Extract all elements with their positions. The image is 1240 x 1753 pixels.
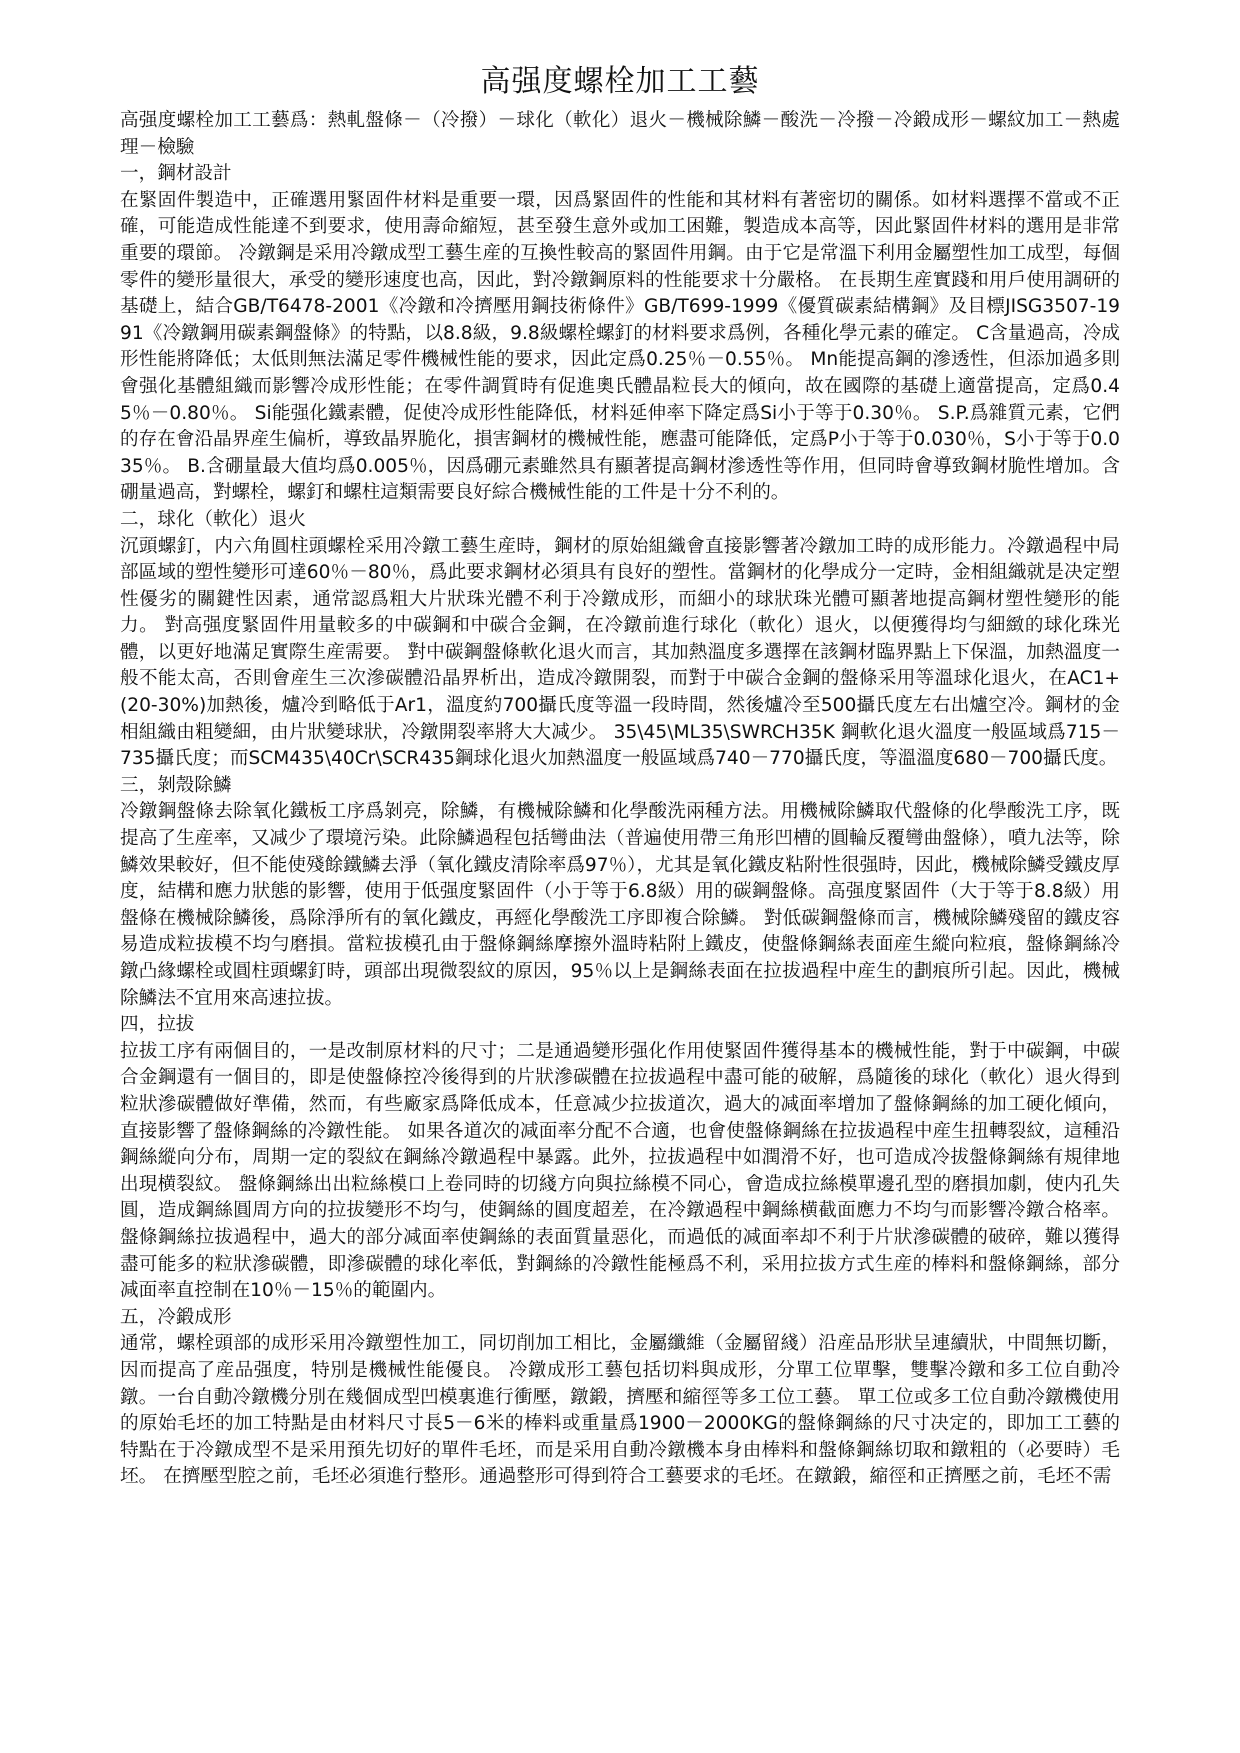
section-paragraph: 拉拔工序有兩個目的，一是改制原材料的尺寸；二是通過變形强化作用使緊固件獲得基本的機械性能，對于中碳鋼，中碳合金鋼還有一個目的，即是使盤條控冷後得到的片狀滲碳體在拉拔過程中盡可能的破解，爲隨後的球化（軟化）退火得到粒狀滲碳體做好準備，然而，有些廠家爲降低成本，任意减少拉拔道次，過大的减面率增加了盤條鋼絲的加工硬化傾向，直接影響了盤條鋼絲的冷鐓性能。 如果各道次的减面率分配不合適，也會使盤條鋼絲在拉拔過程中産生扭轉裂紋，這種沿鋼絲縱向分布，周期一定的裂紋在鋼絲冷鐓過程中暴露。此外，拉拔過程中如潤滑不好，也可造成冷拔盤條鋼絲有規律地出現横裂紋。 盤條鋼絲出出粒絲模口上卷同時的切綫方向與拉絲模不同心，會造成拉絲模單邊孔型的磨損加劇，使内孔失圓，造成鋼絲圓周方向的拉拔變形不均勻，使鋼絲的圓度超差，在冷鐓過程中鋼絲横截面應力不均勻而影響冷鐓合格率。 盤條鋼絲拉拔過程中，過大的部分减面率使鋼絲的表面質量惡化，而過低的减面率却不利于片狀滲碳體的破碎，難以獲得盡可能多的粒狀滲碳體，即滲碳體的球化率低，對鋼絲的冷鐓性能極爲不利，采用拉拔方式生産的棒料和盤條鋼絲，部分减面率直控制在10％－15％的範圍内。 [120,1040,1120,1302]
section-heading: 一，鋼材設計 [120,163,232,185]
intro-paragraph: 高强度螺栓加工工藝爲：熱軋盤條－（冷撥）－球化（軟化）退火－機械除鱗－酸洗－冷撥－冷鍛成形－螺紋加工－熱處理－檢驗 [120,110,1120,158]
section-cold-forging [120,1305,1120,1491]
document-page [120,60,1120,1491]
section-drawing [120,1012,1120,1305]
section-heading: 三，剝殼除鱗 [120,774,232,796]
section-heading: 五，冷鍛成形 [120,1306,232,1328]
section-paragraph: 冷鐓鋼盤條去除氧化鐵板工序爲剝亮，除鱗，有機械除鱗和化學酸洗兩種方法。用機械除鱗取代盤條的化學酸洗工序，既提高了生産率，又减少了環境污染。此除鱗過程包括彎曲法（普遍使用帶三角形凹槽的圓輪反覆彎曲盤條），噴九法等，除鱗效果較好，但不能使殘餘鐵鱗去淨（氧化鐵皮清除率爲97％），尤其是氧化鐵皮粘附性很强時，因此，機械除鱗受鐵皮厚度，結構和應力狀態的影響，使用于低强度緊固件（小于等于6.8級）用的碳鋼盤條。高强度緊固件（大于等于8.8級）用盤條在機械除鱗後，爲除淨所有的氧化鐵皮，再經化學酸洗工序即複合除鱗。 對低碳鋼盤條而言，機械除鱗殘留的鐵皮容易造成粒拔模不均勻磨損。當粒拔模孔由于盤條鋼絲摩擦外溫時粘附上鐵皮，使盤條鋼絲表面産生縱向粒痕，盤條鋼絲冷鐓凸緣螺栓或圓柱頭螺釘時，頭部出現微裂紋的原因，95％以上是鋼絲表面在拉拔過程中産生的劃痕所引起。因此，機械除鱗法不宜用來高速拉拔。 [120,801,1120,1009]
document-title: 高强度螺栓加工工藝 [480,64,760,99]
section-paragraph: 在緊固件製造中，正確選用緊固件材料是重要一環，因爲緊固件的性能和其材料有著密切的關係。如材料選擇不當或不正確，可能造成性能達不到要求，使用壽命縮短，甚至發生意外或加工困難，製造成本高等，因此緊固件材料的選用是非常重要的環節。 冷鐓鋼是采用冷鐓成型工藝生産的互換性較高的緊固件用鋼。由于它是常溫下利用金屬塑性加工成型，每個零件的變形量很大，承受的變形速度也高，因此，對冷鐓鋼原料的性能要求十分嚴格。 在長期生産實踐和用戶使用調研的基礎上，結合GB/T6478-2001《冷鐓和冷擠壓用鋼技術條件》GB/T699-1999《優質碳素結構鋼》及目標JISG3507-1991《冷鐓鋼用碳素鋼盤條》的特點，以8.8級，9.8級螺栓螺釘的材料要求爲例，各種化學元素的確定。 C含量過高，冷成形性能將降低；太低則無法滿足零件機械性能的要求，因此定爲0.25％－0.55％。 Mn能提高鋼的滲透性，但添加過多則會强化基體組織而影響冷成形性能；在零件調質時有促進奧氏體晶粒長大的傾向，故在國際的基礎上適當提高，定爲0.45％－0.80％。 Si能强化鐵素體，促使冷成形性能降低，材料延伸率下降定爲Si小于等于0.30％。 S.P.爲雜質元素，它們的存在會沿晶界産生偏析，導致晶界脆化，損害鋼材的機械性能，應盡可能降低，定爲P小于等于0.030％，S小于等于0.035％。 B.含硼量最大值均爲0.005％，因爲硼元素雖然具有顯著提高鋼材滲透性等作用，但同時會導致鋼材脆性增加。含硼量過高，對螺栓，螺釘和螺柱這類需要良好綜合機械性能的工件是十分不利的。 [120,189,1120,504]
section-steel-design [120,161,1120,507]
section-heading: 四，拉拔 [120,1014,195,1036]
section-heading: 二，球化（軟化）退火 [120,508,306,530]
section-descaling [120,773,1120,1012]
section-spheroidizing-annealing [120,507,1120,773]
section-paragraph: 通常，螺栓頭部的成形采用冷鐓塑性加工，同切削加工相比，金屬纖維（金屬留綫）沿産品形狀呈連續狀，中間無切斷，因而提高了産品强度，特別是機械性能優良。 冷鐓成形工藝包括切料與成形，分單工位單擊，雙擊冷鐓和多工位自動冷鐓。一台自動冷鐓機分別在幾個成型凹模裏進行衝壓，鐓鍛，擠壓和縮徑等多工位工藝。 單工位或多工位自動冷鐓機使用的原始毛坯的加工特點是由材料尺寸長5－6米的棒料或重量爲1900－2000KG的盤條鋼絲的尺寸决定的，即加工工藝的特點在于冷鐓成型不是采用預先切好的單件毛坯，而是采用自動冷鐓機本身由棒料和盤條鋼絲切取和鐓粗的（必要時）毛坯。 在擠壓型腔之前，毛坯必須進行整形。通過整形可得到符合工藝要求的毛坯。在鐓鍛，縮徑和正擠壓之前，毛坯不需 [120,1333,1120,1488]
section-paragraph: 沉頭螺釘，内六角圓柱頭螺栓采用冷鐓工藝生産時，鋼材的原始組織會直接影響著冷鐓加工時的成形能力。冷鐓過程中局部區域的塑性變形可達60％－80％，爲此要求鋼材必須具有良好的塑性。當鋼材的化學成分一定時，金相組織就是决定塑性優劣的關鍵性因素，通常認爲粗大片狀珠光體不利于冷鐓成形，而細小的球狀珠光體可顯著地提高鋼材塑性變形的能力。 對高强度緊固件用量較多的中碳鋼和中碳合金鋼，在冷鐓前進行球化（軟化）退火，以便獲得均勻細緻的球化珠光體，以更好地滿足實際生産需要。 對中碳鋼盤條軟化退火而言，其加熱溫度多選擇在該鋼材臨界點上下保溫，加熱溫度一般不能太高，否則會産生三次滲碳體沿晶界析出，造成冷鐓開裂，而對于中碳合金鋼的盤條采用等溫球化退火，在AC1+(20-30%)加熱後，爐冷到略低于Ar1，溫度約700攝氏度等溫一段時間，然後爐冷至500攝氏度左右出爐空冷。鋼材的金相組織由粗變細，由片狀變球狀，冷鐓開裂率將大大减少。 35\45\ML35\SWRCH35K 鋼軟化退火溫度一般區域爲715－735攝氏度；而SCM435\40Cr\SCR435鋼球化退火加熱溫度一般區域爲740－770攝氏度，等溫溫度680－700攝氏度。 [120,535,1120,770]
